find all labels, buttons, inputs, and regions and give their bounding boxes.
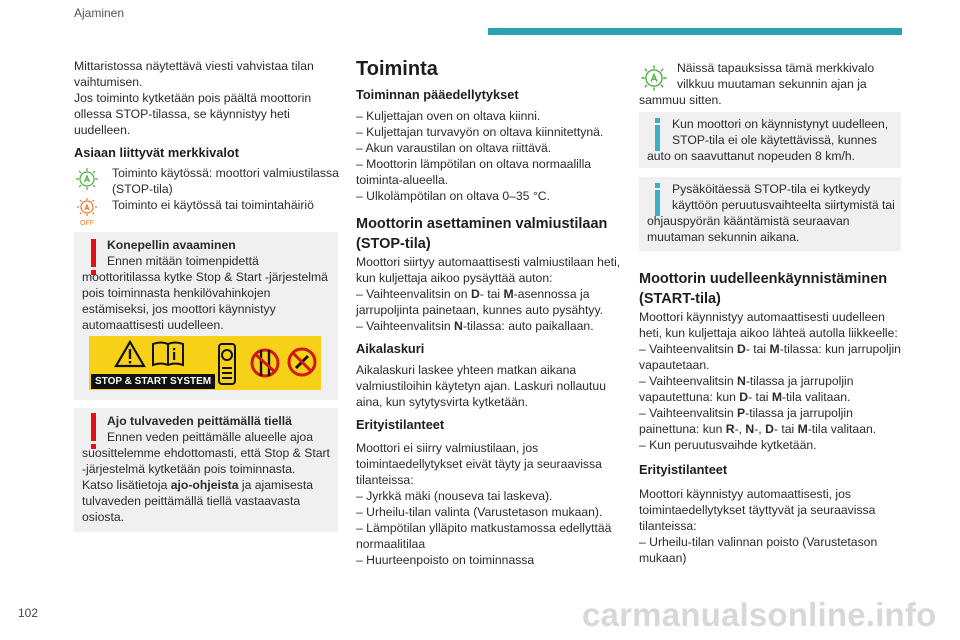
text-line: Ennen veden peittämälle alueelle ajoa <box>107 430 313 444</box>
indicator-on-text <box>112 165 342 197</box>
text-line: vaihtumisen. <box>74 75 143 89</box>
bold-run: M <box>503 287 514 301</box>
bold-run: D <box>765 422 774 436</box>
text-line: jarrupoljinta painetaan, kunnes auto pysähtyy. <box>356 303 604 317</box>
text-line: estämiseksi, jos moottori käynnistyy <box>82 302 276 316</box>
text-run: – Vaihteenvalitsin <box>639 342 738 356</box>
heading-line: (STOP-tila) <box>356 236 431 252</box>
text-run: ja ajamisesta <box>238 478 313 492</box>
no-hands-icon <box>249 340 281 386</box>
text-line: pois toiminnasta henkilövahinkojen <box>82 286 271 300</box>
text-run: -tilassa: kun jarrupoljin <box>779 342 901 356</box>
list-item: – Akun varaustilan on oltava riittävä. <box>356 141 552 155</box>
list-item: – Kun peruutusvaihde kytketään. <box>639 438 817 452</box>
stop-start-off-icon <box>74 196 100 226</box>
bold-run: N <box>737 374 746 388</box>
special-title-right: Erityistilanteet <box>639 462 728 477</box>
indicator-off-text <box>112 197 342 213</box>
list-item <box>356 286 626 302</box>
text-line: ohjauspyörän kääntämistä seuraavan <box>647 214 850 228</box>
manual-book-icon <box>151 340 185 368</box>
info-restart-text <box>647 116 897 164</box>
list-item: – Moottorin lämpötilan on oltava normaalilla <box>356 157 592 171</box>
text-line: toimintaedellytykset täyttyvät ja seuraavissa <box>639 503 876 517</box>
text-run: Katso lisätietoja <box>82 478 171 492</box>
text-line: heti, kun kuljettaja aikoo lähteä autolla liikkeelle: <box>639 326 898 340</box>
bold-run: ajo-ohjeista <box>170 478 239 492</box>
bold-run: P <box>737 406 746 420</box>
text-run: vapautettuna: kun <box>639 390 740 404</box>
warning-title: Ajo tulvaveden peittämällä tiellä <box>107 414 292 428</box>
text-line: valmiustiloihin käytetyn ajan. Laskuri nollautuu <box>356 379 606 393</box>
timer-title: Aikalaskuri <box>356 341 425 356</box>
text-run: - tai <box>745 342 770 356</box>
list-item <box>639 341 914 357</box>
text-run: – Vaihteenvalitsin <box>356 319 455 333</box>
special-text-right <box>639 486 909 566</box>
list-item <box>639 405 914 421</box>
text-line: aina, kun sytytysvirta kytketään. <box>356 395 529 409</box>
bold-run: M <box>769 342 780 356</box>
text-line: Jos toiminto kytketään pois päältä moottorin <box>74 91 312 105</box>
blink-text <box>639 60 901 108</box>
text-line: Moottori käynnistyy automaattisesti uudelleen <box>639 310 885 324</box>
info-parking-text <box>647 181 897 245</box>
header-accent-bar <box>488 28 902 35</box>
text-line <box>639 421 914 437</box>
text-run: -tilassa: auto paikallaan. <box>462 319 594 333</box>
text-line: Mittaristossa näytettävä viesti vahvistaa tilan <box>74 59 314 73</box>
text-line: Kun moottori on käynnistynyt uudelleen, <box>672 117 889 131</box>
warning-title: Konepellin avaaminen <box>107 238 236 252</box>
banner-label: STOP & START SYSTEM <box>91 374 215 389</box>
caution-triangle-icon <box>114 340 146 368</box>
off-label: OFF <box>80 220 94 226</box>
left-intro <box>74 58 344 138</box>
text-line: kun kuljettaja aikoo pysäyttää auton: <box>356 271 553 285</box>
text-line: Moottori ei siirry valmiustilaan, jos <box>356 441 539 455</box>
text-line <box>82 477 334 493</box>
text-run: -, <box>734 422 746 436</box>
heading-line: Moottorin uudelleenkäynnistäminen <box>639 271 888 287</box>
text-line: suosittelemme ehdottomasti, että Stop & Start <box>82 446 330 460</box>
list-item: – Lämpötilan ylläpito matkustamossa edellyttää <box>356 521 612 535</box>
section-header: Ajaminen <box>74 6 125 20</box>
text-line: käyttöön peruutusvaihteelta siirtymistä tai <box>672 198 895 212</box>
stop-mode-text <box>356 254 626 334</box>
bold-run: R <box>725 422 735 436</box>
text-line: sammuu sitten. <box>639 93 722 107</box>
bold-run: N <box>454 319 463 333</box>
text-line: tulvaveden peittämällä tiellä vastaavasta <box>82 494 301 508</box>
list-item <box>356 318 626 334</box>
bold-run: D <box>739 390 749 404</box>
text-run: -, <box>754 422 766 436</box>
prereq-title: Toiminnan pääedellytykset <box>356 87 519 102</box>
text-run: -tila valitaan. <box>781 390 851 404</box>
text-run: painettuna: kun <box>639 422 726 436</box>
text-run: – Vaihteenvalitsin <box>639 374 738 388</box>
text-line <box>639 389 914 405</box>
list-item: toiminta-alueella. <box>356 173 449 187</box>
text-line: ollessa STOP-tilassa, se käynnistyy heti <box>74 107 290 121</box>
bold-run: N <box>745 422 755 436</box>
stop-mode-heading <box>356 214 636 254</box>
text-run: – Vaihteenvalitsin <box>639 406 738 420</box>
text-line: mukaan) <box>639 551 687 565</box>
prereq-list <box>356 108 626 204</box>
text-line: uudelleen. <box>74 123 131 137</box>
special-text <box>356 440 626 568</box>
text-line: toimintaedellytykset eivät täyty ja seuraavissa <box>356 457 602 471</box>
belt-icon <box>214 342 240 386</box>
indicators-title: Asiaan liittyvät merkkivalot <box>74 145 240 160</box>
text-line: Toiminto ei käytössä tai toimintahäiriö <box>112 198 314 212</box>
text-run: – Vaihteenvalitsin on <box>356 287 471 301</box>
watermark: carmanualsonline.info <box>582 596 937 633</box>
warning-hood-text <box>82 237 334 333</box>
page-number: 102 <box>18 606 39 620</box>
text-line: (STOP-tila) <box>112 182 173 196</box>
list-item: – Jyrkkä mäki (nouseva tai laskeva). <box>356 489 553 503</box>
bold-run: D <box>470 287 480 301</box>
text-line: muutaman sekunnin aikana. <box>647 230 800 244</box>
special-title: Erityistilanteet <box>356 417 445 432</box>
bold-run: M <box>797 422 808 436</box>
text-line: vapautetaan. <box>639 358 710 372</box>
timer-text <box>356 362 626 410</box>
text-line: Pysäköitäessä STOP-tila ei kytkeydy <box>672 182 871 196</box>
text-line: Näissä tapauksissa tämä merkkivalo <box>677 61 875 75</box>
text-run: -tila valitaan. <box>807 422 877 436</box>
stop-start-green-icon <box>74 166 100 192</box>
list-item: – Kuljettajan oven on oltava kiinni. <box>356 109 541 123</box>
text-line: -järjestelmä kytketään pois toiminnasta. <box>82 462 296 476</box>
list-item: – Urheilu-tilan valinnan poisto (Varustetason <box>639 535 878 549</box>
text-line: Toiminto käytössä: moottori valmiustilassa <box>112 166 339 180</box>
text-line: moottoritilassa kytke Stop & Start -järjestelmä <box>82 270 328 284</box>
text-line: tilanteissa: <box>356 473 414 487</box>
list-item: – Ulkolämpötilan on oltava 0–35 °C. <box>356 189 550 203</box>
text-line: osiosta. <box>82 510 125 524</box>
heading-line: (START-tila) <box>639 291 721 307</box>
start-mode-heading <box>639 269 919 309</box>
start-mode-text <box>639 309 914 453</box>
text-run: - tai <box>773 422 798 436</box>
text-line: Moottori siirtyy automaattisesti valmiustilaan heti, <box>356 255 621 269</box>
text-run: -tilassa ja jarrupoljin <box>745 406 853 420</box>
list-item <box>639 373 914 389</box>
text-line: normaalitilaa <box>356 537 426 551</box>
text-run: - tai <box>479 287 504 301</box>
bold-run: M <box>771 390 782 404</box>
list-item: – Kuljettajan turvavyön on oltava kiinnitettynä. <box>356 125 604 139</box>
text-line: vilkkuu muutaman sekunnin ajan ja <box>677 77 867 91</box>
bold-run: D <box>737 342 746 356</box>
text-run: -tilassa ja jarrupoljin <box>745 374 854 388</box>
no-tool-icon <box>286 346 318 378</box>
heading-line: Moottorin asettaminen valmiustilaan <box>356 216 608 232</box>
text-line: Aikalaskuri laskee yhteen matkan aikana <box>356 363 577 377</box>
text-run: -asennossa ja <box>513 287 590 301</box>
list-item: – Huurteenpoisto on toiminnassa <box>356 553 535 567</box>
stop-start-warning-banner <box>89 336 321 390</box>
text-line: auto on saavuttanut nopeuden 8 km/h. <box>647 149 856 163</box>
list-item: – Urheilu-tilan valinta (Varustetason mukaan). <box>356 505 603 519</box>
text-line: STOP-tila ei ole käytettävissä, kunnes <box>672 133 878 147</box>
text-line: tilanteissa: <box>639 519 697 533</box>
text-line: automaattisesti uudelleen. <box>82 318 224 332</box>
section-title: Toiminta <box>356 58 438 80</box>
text-line: Moottori käynnistyy automaattisesti, jos <box>639 487 852 501</box>
text-run: - tai <box>748 390 772 404</box>
warning-flood-text <box>82 413 334 525</box>
text-line: Ennen mitään toimenpidettä <box>107 254 259 268</box>
